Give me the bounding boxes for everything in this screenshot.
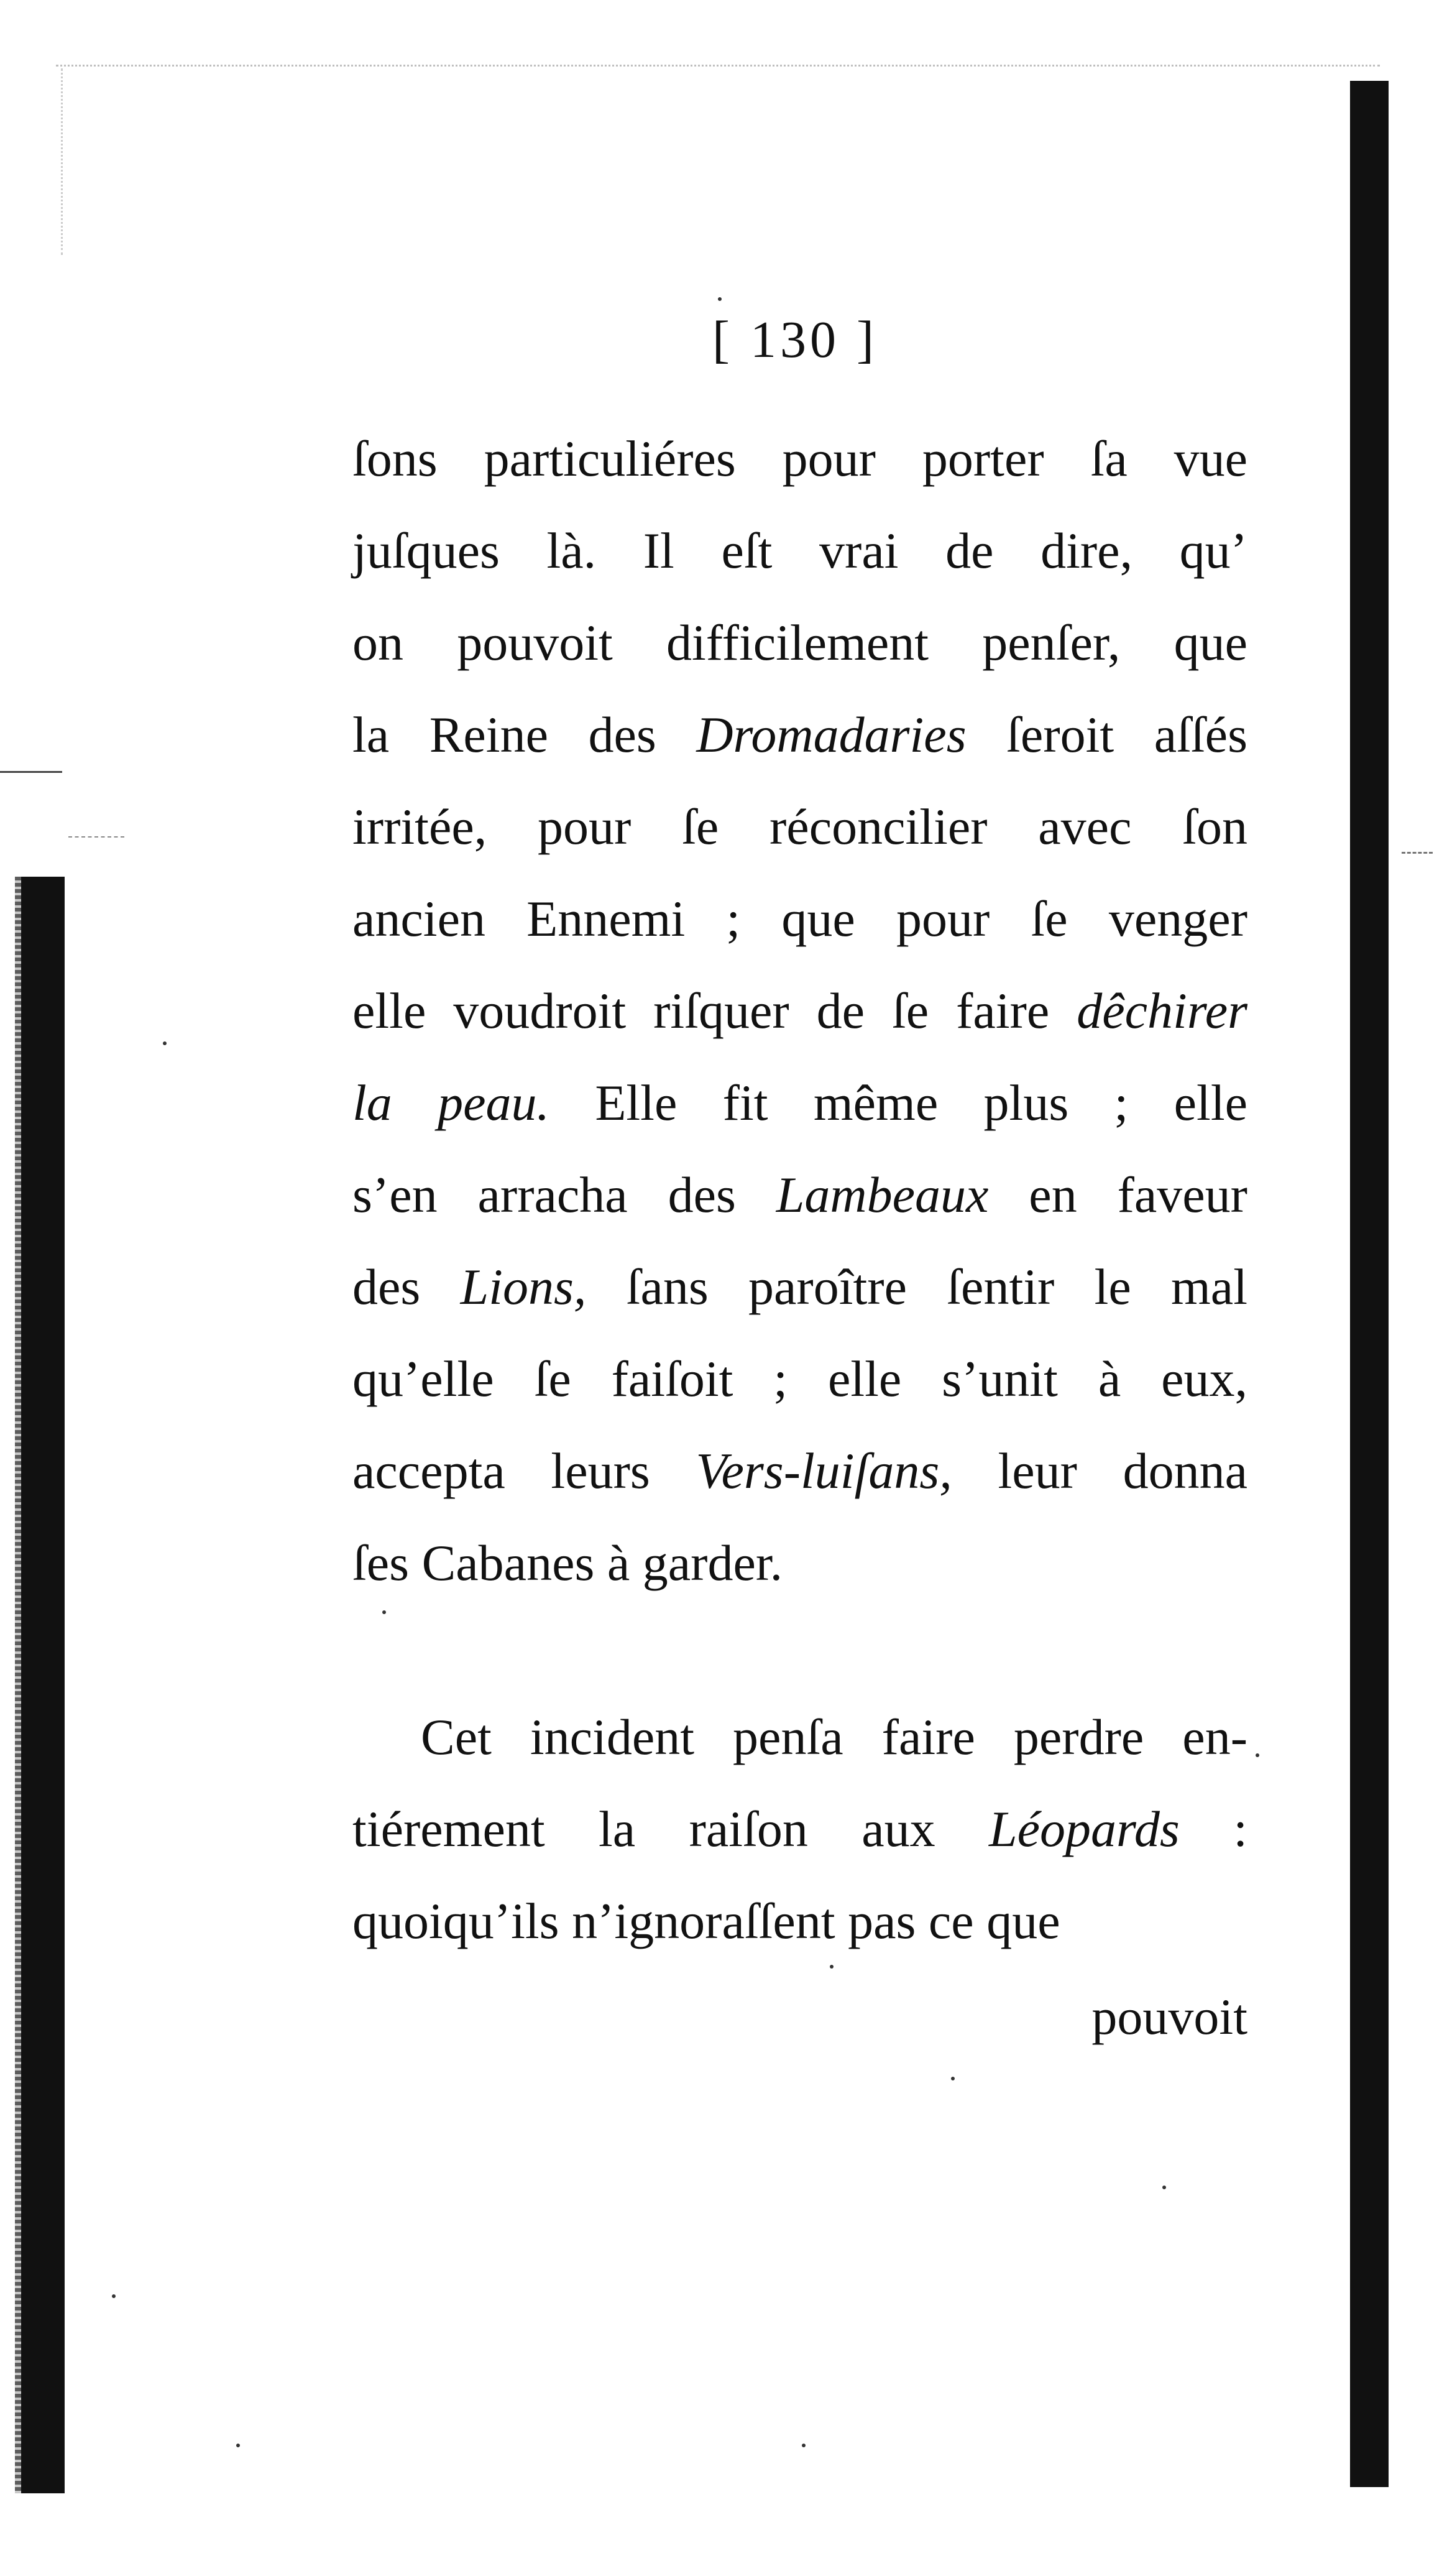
text-line	[352, 781, 1247, 873]
text-run: quoiqu’ils n’ignoraſſent pas ce que	[352, 1893, 1060, 1949]
binding-shadow-right	[1350, 81, 1389, 2487]
scan-mark-left-dashed	[68, 836, 124, 839]
speck	[1162, 2186, 1166, 2189]
text-run: ſes Cabanes à garder.	[352, 1535, 783, 1591]
italic-text: Léopards	[989, 1801, 1180, 1857]
speck	[718, 297, 722, 301]
text-run: on pouvoit difficilement penſer, que	[352, 614, 1247, 671]
text-line	[352, 1783, 1247, 1875]
italic-text: Dromadaries	[696, 706, 967, 763]
speck	[382, 1610, 386, 1614]
text-line	[352, 1333, 1247, 1425]
binding-shadow-left	[21, 877, 65, 2493]
text-line	[352, 1691, 1247, 1783]
speck	[951, 2077, 955, 2080]
text-line	[352, 1425, 1247, 1517]
paragraph-2	[352, 1691, 1247, 1967]
text-run: juſques là. Il eſt vrai de dire, qu’	[352, 522, 1247, 579]
text-line	[352, 505, 1247, 597]
text-run: ancien Ennemi ; que pour ſe venger	[352, 890, 1247, 947]
text-run: irritée, pour ſe réconcilier avec ſon	[352, 798, 1247, 855]
text-run: ſans paroître ſentir le mal	[586, 1258, 1247, 1315]
text-run: leur donna	[952, 1443, 1247, 1499]
text-line	[352, 873, 1247, 965]
text-run: en faveur	[988, 1166, 1247, 1223]
speck	[163, 1041, 167, 1045]
scan-left-edge	[61, 68, 65, 255]
italic-text: la peau.	[352, 1074, 549, 1131]
paragraph-gap	[352, 1609, 1247, 1691]
text-line	[352, 1149, 1247, 1241]
text-line	[352, 597, 1247, 689]
speck	[112, 2294, 116, 2298]
page-number: [ 130 ]	[712, 311, 878, 369]
text-run: accepta leurs	[352, 1443, 696, 1499]
text-run: la Reine des	[352, 706, 697, 763]
text-line	[352, 1241, 1247, 1333]
speck	[802, 2444, 806, 2447]
catchword: pouvoit	[1091, 1988, 1247, 2045]
italic-text: Lions,	[460, 1258, 587, 1315]
text-line	[352, 965, 1247, 1057]
text-line	[352, 689, 1247, 781]
scan-mark-left	[0, 771, 62, 773]
text-line	[352, 1057, 1247, 1149]
scan-top-edge	[56, 65, 1380, 70]
text-run: Cet incident penſa faire perdre en-	[421, 1709, 1247, 1765]
scan-mark-right	[1402, 852, 1433, 855]
speck	[236, 2444, 240, 2447]
text-line	[352, 1517, 1247, 1609]
speck	[1256, 1753, 1259, 1757]
text-run: des	[352, 1258, 461, 1315]
text-run: s’en arracha des	[352, 1166, 776, 1223]
text-line	[352, 413, 1247, 505]
text-run: :	[1179, 1801, 1247, 1857]
text-run: ſeroit aſſés	[966, 706, 1247, 763]
italic-text: dêchirer	[1077, 982, 1247, 1039]
italic-text: Vers-luiſans,	[696, 1443, 952, 1499]
text-run: Elle fit même plus ; elle	[549, 1074, 1247, 1131]
body-text	[352, 413, 1247, 2063]
text-run: qu’elle ſe faiſoit ; elle s’unit à eux,	[352, 1350, 1247, 1407]
italic-text: Lambeaux	[776, 1166, 989, 1223]
paragraph-1	[352, 413, 1247, 1609]
text-run: elle voudroit riſquer de ſe faire	[352, 982, 1077, 1039]
text-run: ſons particuliéres pour porter ſa vue	[352, 430, 1247, 487]
text-run: tiérement la raiſon aux	[352, 1801, 990, 1857]
speck	[830, 1965, 834, 1969]
text-line	[352, 1875, 1247, 1967]
